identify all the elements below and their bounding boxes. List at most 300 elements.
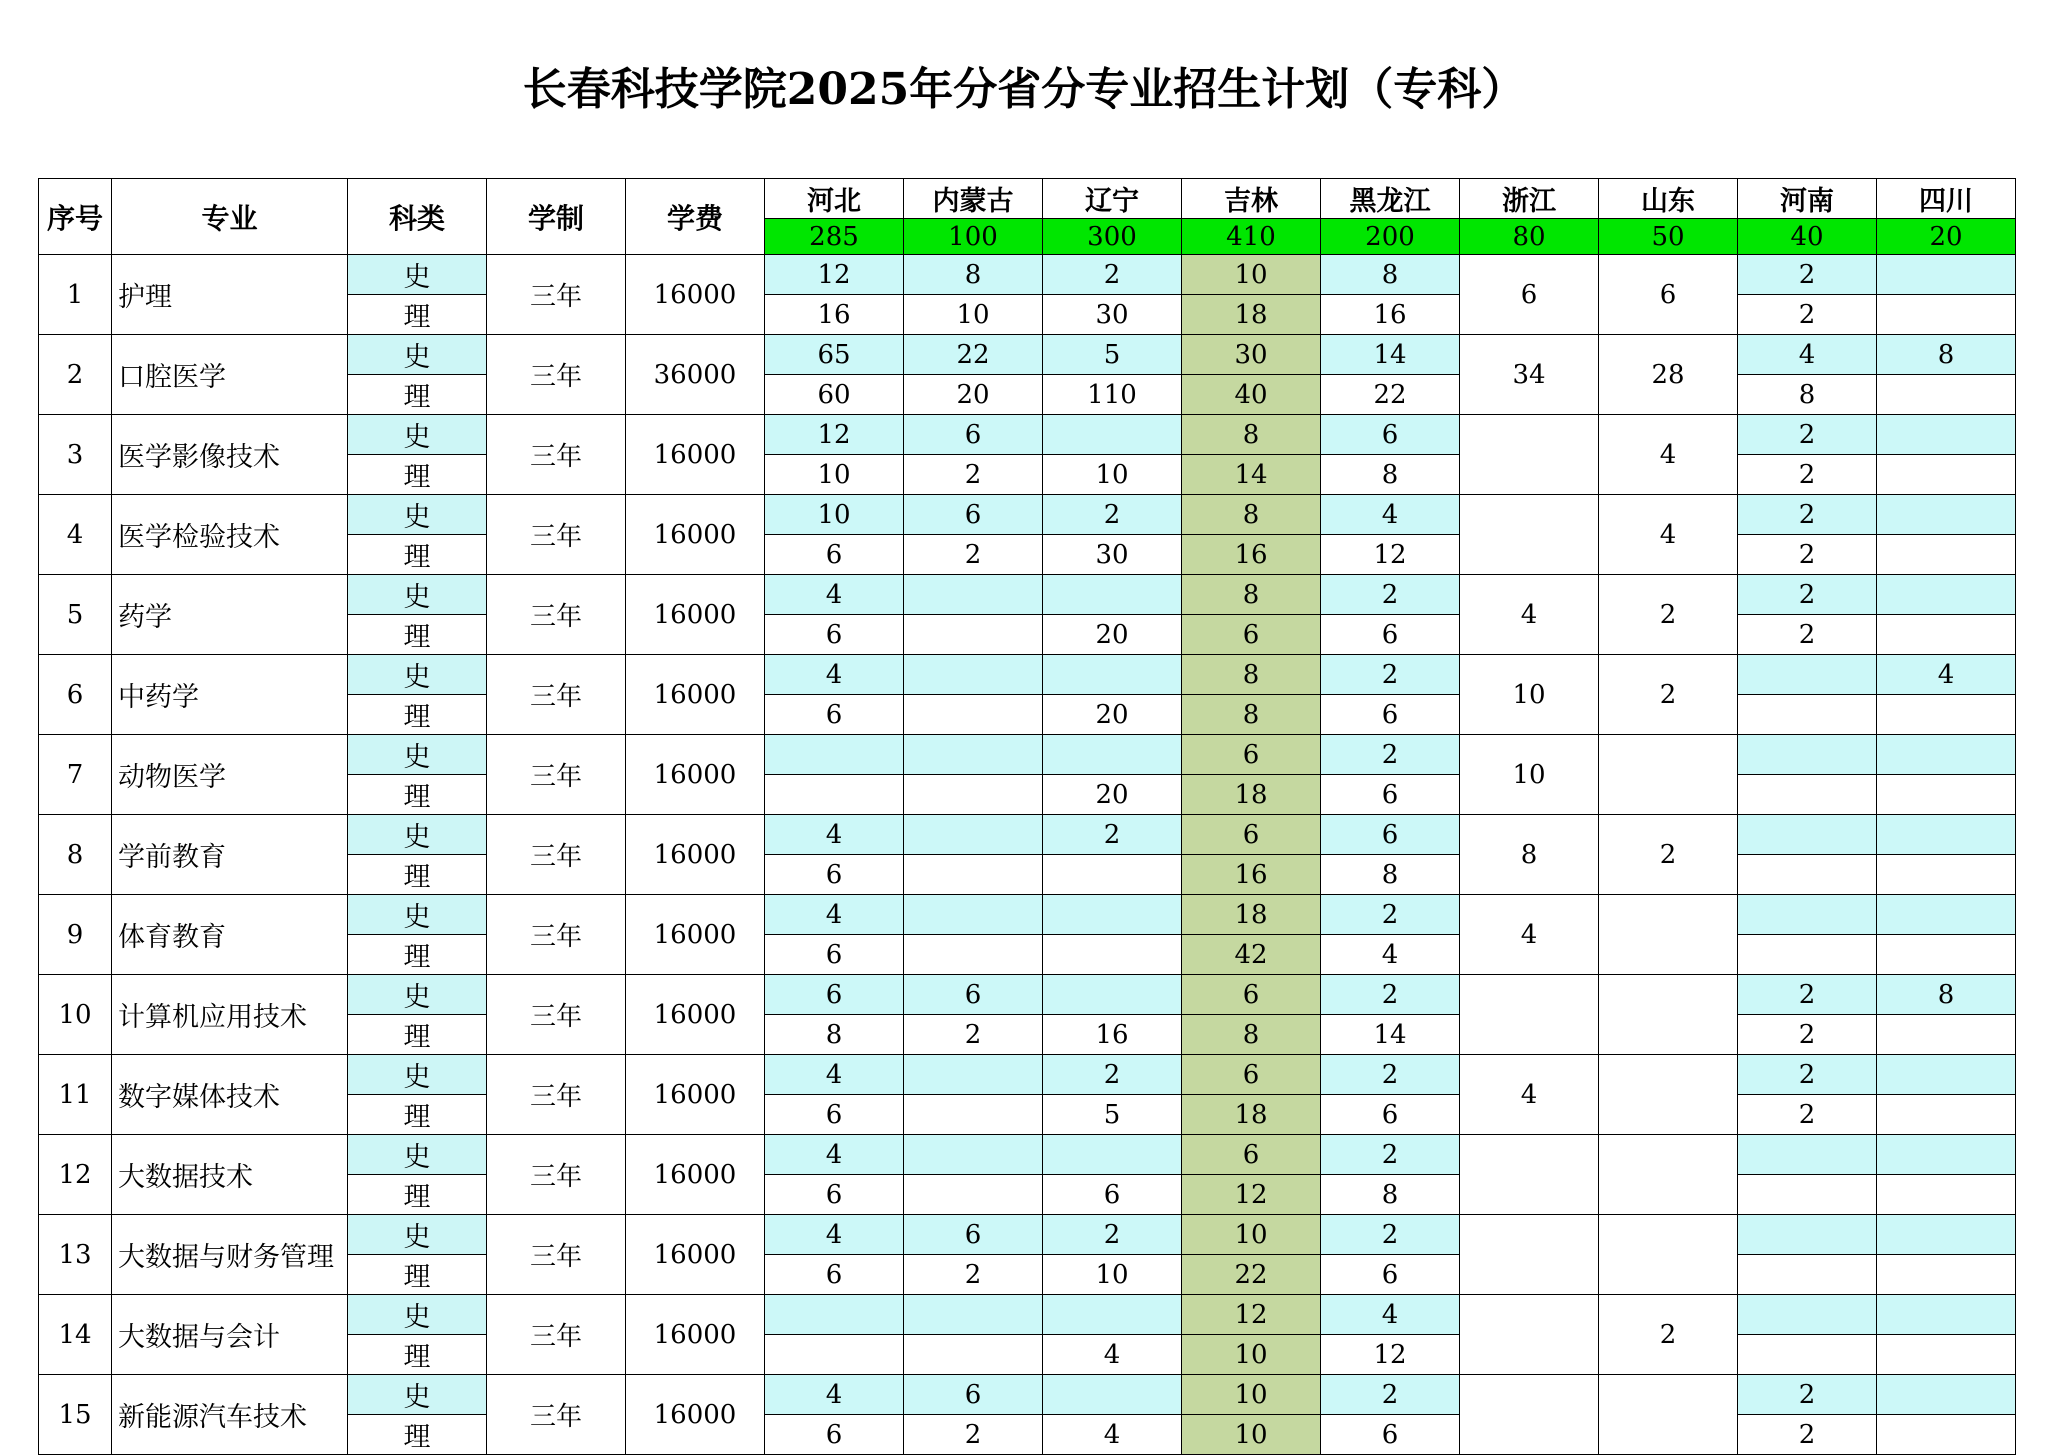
cell-henan-li: 2 xyxy=(1738,1095,1877,1135)
category-shi: 史 xyxy=(348,895,487,935)
cell-liaoning-li: 4 xyxy=(1043,1415,1182,1455)
row-major: 学前教育 xyxy=(112,815,348,895)
category-shi: 史 xyxy=(348,975,487,1015)
cell-hebei-li xyxy=(765,775,904,815)
category-shi: 史 xyxy=(348,1135,487,1175)
row-fee: 16000 xyxy=(626,1135,765,1215)
category-shi: 史 xyxy=(348,335,487,375)
row-duration: 三年 xyxy=(487,975,626,1055)
row-duration: 三年 xyxy=(487,815,626,895)
cell-neimenggu-li xyxy=(904,935,1043,975)
cell-sichuan-shi xyxy=(1877,1375,2016,1415)
cell-heilongjiang-shi: 2 xyxy=(1321,1375,1460,1415)
cell-liaoning-li: 6 xyxy=(1043,1175,1182,1215)
quota-zhejiang: 80 xyxy=(1460,219,1599,255)
cell-neimenggu-li: 2 xyxy=(904,1255,1043,1295)
category-shi: 史 xyxy=(348,415,487,455)
cell-heilongjiang-shi: 2 xyxy=(1321,655,1460,695)
cell-sichuan-li xyxy=(1877,775,2016,815)
cell-jilin-li: 14 xyxy=(1182,455,1321,495)
cell-hebei-shi: 4 xyxy=(765,1215,904,1255)
cell-heilongjiang-shi: 8 xyxy=(1321,255,1460,295)
row-major: 医学检验技术 xyxy=(112,495,348,575)
cell-neimenggu-shi xyxy=(904,655,1043,695)
cell-henan-li: 2 xyxy=(1738,1415,1877,1455)
cell-jilin-li: 16 xyxy=(1182,535,1321,575)
cell-jilin-shi: 10 xyxy=(1182,255,1321,295)
cell-neimenggu-shi: 8 xyxy=(904,255,1043,295)
category-li: 理 xyxy=(348,855,487,895)
table-row xyxy=(39,975,2016,1015)
cell-liaoning-li: 10 xyxy=(1043,1255,1182,1295)
row-major: 药学 xyxy=(112,575,348,655)
cell-neimenggu-shi xyxy=(904,1295,1043,1335)
cell-liaoning-li: 4 xyxy=(1043,1335,1182,1375)
cell-jilin-shi: 10 xyxy=(1182,1215,1321,1255)
row-duration: 三年 xyxy=(487,1215,626,1295)
cell-hebei-li: 16 xyxy=(765,295,904,335)
cell-jilin-shi: 6 xyxy=(1182,1055,1321,1095)
cell-liaoning-shi: 2 xyxy=(1043,255,1182,295)
category-shi: 史 xyxy=(348,1215,487,1255)
cell-hebei-li: 6 xyxy=(765,935,904,975)
cell-jilin-shi: 6 xyxy=(1182,735,1321,775)
cell-hebei-li: 6 xyxy=(765,695,904,735)
cell-neimenggu-shi: 6 xyxy=(904,415,1043,455)
row-major: 动物医学 xyxy=(112,735,348,815)
cell-neimenggu-li xyxy=(904,1175,1043,1215)
cell-heilongjiang-li: 12 xyxy=(1321,1335,1460,1375)
row-seq: 2 xyxy=(39,335,112,415)
table-row xyxy=(39,735,2016,775)
cell-hebei-li: 6 xyxy=(765,1095,904,1135)
cell-shandong xyxy=(1599,1375,1738,1455)
cell-henan-shi: 2 xyxy=(1738,1375,1877,1415)
cell-zhejiang xyxy=(1460,1375,1599,1455)
category-li: 理 xyxy=(348,775,487,815)
cell-henan-shi xyxy=(1738,895,1877,935)
cell-jilin-shi: 18 xyxy=(1182,895,1321,935)
header-province-zhejiang: 浙江 xyxy=(1460,179,1599,219)
cell-jilin-li: 40 xyxy=(1182,375,1321,415)
header-province-sichuan: 四川 xyxy=(1877,179,2016,219)
cell-jilin-li: 16 xyxy=(1182,855,1321,895)
cell-liaoning-li: 20 xyxy=(1043,775,1182,815)
cell-shandong xyxy=(1599,1215,1738,1295)
cell-henan-shi: 2 xyxy=(1738,415,1877,455)
cell-liaoning-shi: 2 xyxy=(1043,1215,1182,1255)
cell-liaoning-li xyxy=(1043,935,1182,975)
cell-shandong: 2 xyxy=(1599,575,1738,655)
row-duration: 三年 xyxy=(487,895,626,975)
category-li: 理 xyxy=(348,935,487,975)
cell-neimenggu-shi: 6 xyxy=(904,495,1043,535)
cell-henan-shi xyxy=(1738,1135,1877,1175)
header-province-henan: 河南 xyxy=(1738,179,1877,219)
cell-heilongjiang-shi: 2 xyxy=(1321,1215,1460,1255)
cell-liaoning-shi xyxy=(1043,895,1182,935)
cell-liaoning-li: 30 xyxy=(1043,535,1182,575)
row-fee: 16000 xyxy=(626,255,765,335)
row-seq: 10 xyxy=(39,975,112,1055)
header-category: 科类 xyxy=(348,179,487,255)
cell-neimenggu-li: 2 xyxy=(904,1415,1043,1455)
cell-heilongjiang-shi: 4 xyxy=(1321,495,1460,535)
row-fee: 16000 xyxy=(626,575,765,655)
cell-jilin-shi: 8 xyxy=(1182,575,1321,615)
cell-zhejiang: 4 xyxy=(1460,1055,1599,1135)
row-major: 医学影像技术 xyxy=(112,415,348,495)
row-duration: 三年 xyxy=(487,655,626,735)
cell-sichuan-shi xyxy=(1877,495,2016,535)
cell-sichuan-shi xyxy=(1877,575,2016,615)
row-duration: 三年 xyxy=(487,1295,626,1375)
row-fee: 16000 xyxy=(626,655,765,735)
category-li: 理 xyxy=(348,455,487,495)
cell-henan-li: 8 xyxy=(1738,375,1877,415)
cell-shandong: 2 xyxy=(1599,655,1738,735)
row-fee: 16000 xyxy=(626,1375,765,1455)
category-li: 理 xyxy=(348,375,487,415)
cell-henan-shi: 2 xyxy=(1738,255,1877,295)
category-li: 理 xyxy=(348,615,487,655)
category-shi: 史 xyxy=(348,735,487,775)
cell-zhejiang: 6 xyxy=(1460,255,1599,335)
row-fee: 16000 xyxy=(626,895,765,975)
category-li: 理 xyxy=(348,1175,487,1215)
cell-neimenggu-shi xyxy=(904,1055,1043,1095)
row-duration: 三年 xyxy=(487,335,626,415)
cell-zhejiang: 10 xyxy=(1460,655,1599,735)
row-major: 体育教育 xyxy=(112,895,348,975)
cell-henan-li: 2 xyxy=(1738,615,1877,655)
row-duration: 三年 xyxy=(487,1055,626,1135)
row-major: 大数据与会计 xyxy=(112,1295,348,1375)
cell-sichuan-shi xyxy=(1877,895,2016,935)
cell-sichuan-li xyxy=(1877,695,2016,735)
cell-liaoning-shi: 2 xyxy=(1043,815,1182,855)
cell-hebei-shi: 12 xyxy=(765,255,904,295)
cell-zhejiang xyxy=(1460,1135,1599,1215)
row-seq: 8 xyxy=(39,815,112,895)
cell-heilongjiang-shi: 2 xyxy=(1321,575,1460,615)
quota-hebei: 285 xyxy=(765,219,904,255)
quota-shandong: 50 xyxy=(1599,219,1738,255)
cell-hebei-shi: 12 xyxy=(765,415,904,455)
cell-henan-shi xyxy=(1738,815,1877,855)
cell-zhejiang xyxy=(1460,1215,1599,1295)
cell-jilin-li: 18 xyxy=(1182,1095,1321,1135)
cell-jilin-li: 22 xyxy=(1182,1255,1321,1295)
cell-neimenggu-li xyxy=(904,855,1043,895)
cell-jilin-shi: 6 xyxy=(1182,1135,1321,1175)
cell-heilongjiang-shi: 2 xyxy=(1321,975,1460,1015)
cell-liaoning-shi xyxy=(1043,415,1182,455)
header-fee: 学费 xyxy=(626,179,765,255)
cell-liaoning-li: 16 xyxy=(1043,1015,1182,1055)
row-duration: 三年 xyxy=(487,575,626,655)
row-major: 数字媒体技术 xyxy=(112,1055,348,1135)
category-shi: 史 xyxy=(348,495,487,535)
cell-liaoning-shi: 5 xyxy=(1043,335,1182,375)
cell-liaoning-shi xyxy=(1043,1295,1182,1335)
cell-hebei-shi: 65 xyxy=(765,335,904,375)
cell-hebei-shi: 4 xyxy=(765,1135,904,1175)
cell-shandong: 6 xyxy=(1599,255,1738,335)
cell-shandong xyxy=(1599,735,1738,815)
row-duration: 三年 xyxy=(487,1375,626,1455)
cell-sichuan-shi: 8 xyxy=(1877,975,2016,1015)
category-shi: 史 xyxy=(348,1375,487,1415)
table-row xyxy=(39,1215,2016,1255)
category-shi: 史 xyxy=(348,575,487,615)
cell-hebei-li: 6 xyxy=(765,1175,904,1215)
cell-sichuan-li xyxy=(1877,1015,2016,1055)
cell-zhejiang xyxy=(1460,495,1599,575)
quota-neimenggu: 100 xyxy=(904,219,1043,255)
cell-sichuan-li xyxy=(1877,615,2016,655)
enrollment-plan-table xyxy=(38,178,2016,1455)
table-row xyxy=(39,415,2016,455)
cell-jilin-shi: 30 xyxy=(1182,335,1321,375)
category-shi: 史 xyxy=(348,655,487,695)
cell-hebei-shi: 4 xyxy=(765,815,904,855)
header-major: 专业 xyxy=(112,179,348,255)
cell-henan-li: 2 xyxy=(1738,535,1877,575)
row-duration: 三年 xyxy=(487,1135,626,1215)
row-major: 大数据技术 xyxy=(112,1135,348,1215)
row-duration: 三年 xyxy=(487,255,626,335)
cell-hebei-shi: 10 xyxy=(765,495,904,535)
cell-henan-shi: 4 xyxy=(1738,335,1877,375)
cell-henan-li xyxy=(1738,695,1877,735)
cell-liaoning-shi: 2 xyxy=(1043,495,1182,535)
cell-hebei-li: 10 xyxy=(765,455,904,495)
cell-henan-li: 2 xyxy=(1738,295,1877,335)
cell-heilongjiang-li: 12 xyxy=(1321,535,1460,575)
cell-sichuan-shi xyxy=(1877,1055,2016,1095)
cell-hebei-shi: 4 xyxy=(765,1375,904,1415)
cell-heilongjiang-shi: 2 xyxy=(1321,1135,1460,1175)
cell-shandong xyxy=(1599,1135,1738,1215)
cell-neimenggu-shi xyxy=(904,895,1043,935)
row-fee: 16000 xyxy=(626,415,765,495)
cell-neimenggu-li xyxy=(904,1335,1043,1375)
table-row xyxy=(39,655,2016,695)
cell-shandong: 2 xyxy=(1599,1295,1738,1375)
cell-henan-shi xyxy=(1738,1215,1877,1255)
cell-zhejiang xyxy=(1460,415,1599,495)
row-major: 口腔医学 xyxy=(112,335,348,415)
cell-jilin-li: 18 xyxy=(1182,295,1321,335)
header-province-neimenggu: 内蒙古 xyxy=(904,179,1043,219)
cell-sichuan-li xyxy=(1877,1095,2016,1135)
cell-hebei-li: 6 xyxy=(765,1255,904,1295)
cell-heilongjiang-li: 8 xyxy=(1321,455,1460,495)
cell-liaoning-shi xyxy=(1043,975,1182,1015)
cell-zhejiang: 4 xyxy=(1460,575,1599,655)
cell-sichuan-li xyxy=(1877,1175,2016,1215)
cell-sichuan-li xyxy=(1877,1335,2016,1375)
cell-jilin-shi: 8 xyxy=(1182,655,1321,695)
cell-henan-shi: 2 xyxy=(1738,575,1877,615)
row-seq: 7 xyxy=(39,735,112,815)
cell-jilin-li: 8 xyxy=(1182,695,1321,735)
cell-henan-shi: 2 xyxy=(1738,975,1877,1015)
category-li: 理 xyxy=(348,535,487,575)
row-seq: 9 xyxy=(39,895,112,975)
category-shi: 史 xyxy=(348,815,487,855)
cell-sichuan-shi xyxy=(1877,735,2016,775)
row-seq: 5 xyxy=(39,575,112,655)
category-li: 理 xyxy=(348,1335,487,1375)
table-row xyxy=(39,815,2016,855)
quota-jilin: 410 xyxy=(1182,219,1321,255)
cell-liaoning-shi xyxy=(1043,655,1182,695)
cell-neimenggu-li: 2 xyxy=(904,1015,1043,1055)
table-row xyxy=(39,575,2016,615)
cell-hebei-li: 6 xyxy=(765,1415,904,1455)
cell-heilongjiang-shi: 6 xyxy=(1321,815,1460,855)
table-row xyxy=(39,895,2016,935)
cell-henan-li xyxy=(1738,1335,1877,1375)
cell-heilongjiang-li: 16 xyxy=(1321,295,1460,335)
cell-hebei-li xyxy=(765,1335,904,1375)
row-fee: 16000 xyxy=(626,1215,765,1295)
row-fee: 16000 xyxy=(626,815,765,895)
cell-neimenggu-li xyxy=(904,615,1043,655)
cell-jilin-li: 6 xyxy=(1182,615,1321,655)
cell-neimenggu-li xyxy=(904,1095,1043,1135)
row-seq: 3 xyxy=(39,415,112,495)
header-province-hebei: 河北 xyxy=(765,179,904,219)
cell-jilin-shi: 6 xyxy=(1182,975,1321,1015)
cell-sichuan-shi xyxy=(1877,1215,2016,1255)
cell-heilongjiang-li: 22 xyxy=(1321,375,1460,415)
cell-henan-li xyxy=(1738,1255,1877,1295)
cell-zhejiang: 10 xyxy=(1460,735,1599,815)
cell-shandong: 28 xyxy=(1599,335,1738,415)
cell-heilongjiang-li: 8 xyxy=(1321,1175,1460,1215)
row-major: 护理 xyxy=(112,255,348,335)
cell-neimenggu-li: 2 xyxy=(904,455,1043,495)
cell-sichuan-li xyxy=(1877,295,2016,335)
cell-hebei-shi xyxy=(765,735,904,775)
cell-jilin-li: 8 xyxy=(1182,1015,1321,1055)
table-row xyxy=(39,495,2016,535)
cell-heilongjiang-shi: 4 xyxy=(1321,1295,1460,1335)
cell-heilongjiang-shi: 6 xyxy=(1321,415,1460,455)
header-province-liaoning: 辽宁 xyxy=(1043,179,1182,219)
cell-neimenggu-shi: 6 xyxy=(904,1215,1043,1255)
cell-shandong: 2 xyxy=(1599,815,1738,895)
cell-shandong xyxy=(1599,895,1738,975)
cell-heilongjiang-li: 14 xyxy=(1321,1015,1460,1055)
cell-neimenggu-shi: 6 xyxy=(904,975,1043,1015)
cell-jilin-li: 42 xyxy=(1182,935,1321,975)
cell-henan-li xyxy=(1738,935,1877,975)
cell-heilongjiang-li: 4 xyxy=(1321,935,1460,975)
row-fee: 16000 xyxy=(626,495,765,575)
cell-neimenggu-li xyxy=(904,695,1043,735)
cell-neimenggu-shi xyxy=(904,815,1043,855)
cell-henan-shi xyxy=(1738,655,1877,695)
table-row xyxy=(39,255,2016,295)
row-seq: 14 xyxy=(39,1295,112,1375)
cell-heilongjiang-li: 8 xyxy=(1321,855,1460,895)
cell-hebei-shi xyxy=(765,1295,904,1335)
quota-henan: 40 xyxy=(1738,219,1877,255)
cell-liaoning-li: 20 xyxy=(1043,695,1182,735)
cell-liaoning-li xyxy=(1043,855,1182,895)
cell-hebei-li: 8 xyxy=(765,1015,904,1055)
cell-heilongjiang-li: 6 xyxy=(1321,1095,1460,1135)
cell-liaoning-li: 5 xyxy=(1043,1095,1182,1135)
cell-liaoning-li: 20 xyxy=(1043,615,1182,655)
cell-neimenggu-shi xyxy=(904,1135,1043,1175)
cell-heilongjiang-shi: 2 xyxy=(1321,895,1460,935)
cell-shandong: 4 xyxy=(1599,495,1738,575)
cell-neimenggu-shi xyxy=(904,735,1043,775)
cell-liaoning-li: 30 xyxy=(1043,295,1182,335)
cell-hebei-li: 6 xyxy=(765,535,904,575)
cell-henan-shi: 2 xyxy=(1738,495,1877,535)
row-duration: 三年 xyxy=(487,735,626,815)
cell-zhejiang: 34 xyxy=(1460,335,1599,415)
cell-heilongjiang-li: 6 xyxy=(1321,1415,1460,1455)
header-province-shandong: 山东 xyxy=(1599,179,1738,219)
cell-liaoning-shi xyxy=(1043,735,1182,775)
cell-zhejiang xyxy=(1460,1295,1599,1375)
row-seq: 12 xyxy=(39,1135,112,1215)
row-seq: 15 xyxy=(39,1375,112,1455)
cell-liaoning-shi: 2 xyxy=(1043,1055,1182,1095)
cell-sichuan-shi xyxy=(1877,415,2016,455)
cell-hebei-shi: 4 xyxy=(765,895,904,935)
category-li: 理 xyxy=(348,695,487,735)
row-duration: 三年 xyxy=(487,415,626,495)
cell-sichuan-shi: 8 xyxy=(1877,335,2016,375)
table-row xyxy=(39,335,2016,375)
category-shi: 史 xyxy=(348,1295,487,1335)
row-seq: 13 xyxy=(39,1215,112,1295)
row-seq: 6 xyxy=(39,655,112,735)
cell-jilin-shi: 8 xyxy=(1182,495,1321,535)
cell-neimenggu-shi: 6 xyxy=(904,1375,1043,1415)
quota-sichuan: 20 xyxy=(1877,219,2016,255)
cell-neimenggu-shi: 22 xyxy=(904,335,1043,375)
cell-zhejiang xyxy=(1460,975,1599,1055)
cell-neimenggu-li: 20 xyxy=(904,375,1043,415)
cell-liaoning-shi xyxy=(1043,575,1182,615)
cell-neimenggu-li: 10 xyxy=(904,295,1043,335)
cell-liaoning-li: 10 xyxy=(1043,455,1182,495)
cell-zhejiang: 4 xyxy=(1460,895,1599,975)
header-duration: 学制 xyxy=(487,179,626,255)
cell-jilin-li: 10 xyxy=(1182,1415,1321,1455)
row-fee: 16000 xyxy=(626,975,765,1055)
row-major: 新能源汽车技术 xyxy=(112,1375,348,1455)
cell-sichuan-li xyxy=(1877,375,2016,415)
category-li: 理 xyxy=(348,1255,487,1295)
cell-sichuan-shi: 4 xyxy=(1877,655,2016,695)
cell-jilin-shi: 10 xyxy=(1182,1375,1321,1415)
cell-henan-shi xyxy=(1738,1295,1877,1335)
cell-henan-li xyxy=(1738,1175,1877,1215)
category-li: 理 xyxy=(348,1095,487,1135)
cell-hebei-li: 6 xyxy=(765,855,904,895)
category-shi: 史 xyxy=(348,1055,487,1095)
